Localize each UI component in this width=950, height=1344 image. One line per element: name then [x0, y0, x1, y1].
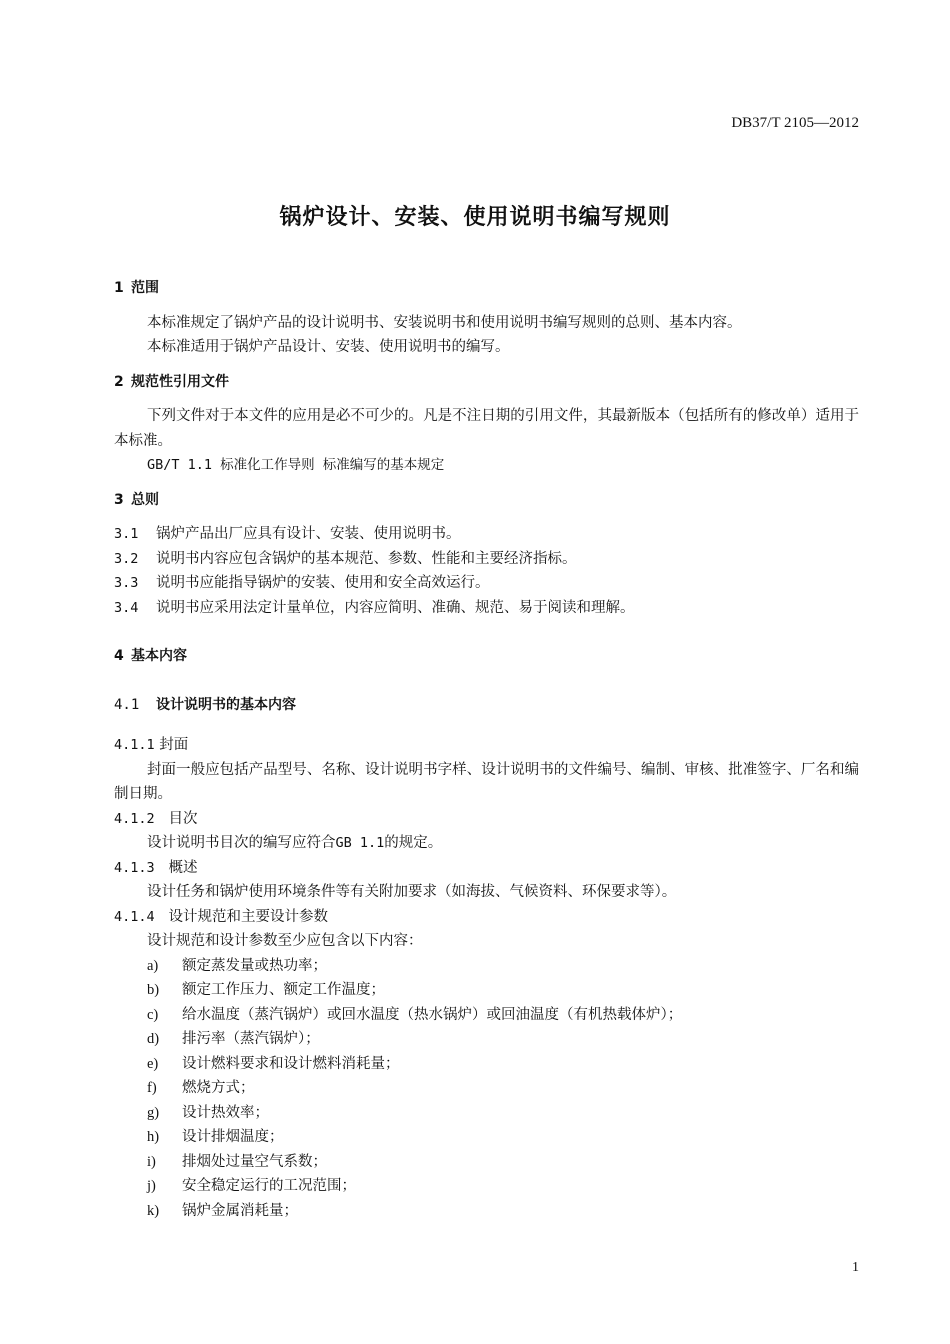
paragraph: 设计任务和锅炉使用环境条件等有关附加要求（如海拔、气候资料、环保要求等）。	[147, 884, 677, 900]
list-text: 设计热效率；	[182, 1104, 269, 1121]
paragraph: 本标准适用于锅炉产品设计、安装、使用说明书的编写。	[147, 339, 510, 355]
clause-number: 4.1.2	[114, 810, 155, 827]
section-2-heading	[114, 370, 859, 395]
section-4-heading	[114, 644, 859, 669]
paragraph-text: 的规定。	[384, 835, 443, 851]
list-item	[114, 1199, 859, 1224]
list-label: d)	[147, 1031, 160, 1047]
normative-reference: GB/T 1.1 标准化工作导则 标准编写的基本规定	[147, 457, 445, 473]
page-number: 1	[852, 1260, 859, 1275]
standard-reference: GB 1.1	[335, 835, 385, 851]
clause-title: 封面	[159, 737, 189, 753]
paragraph: 本标准规定了锅炉产品的设计说明书、安装说明书和使用说明书编写规则的总则、基本内容。	[147, 314, 742, 331]
clause-text: 说明书应采用法定计量单位，内容应简明、准确、规范、易于阅读和理解。	[156, 599, 635, 616]
clause-number: 3.1	[114, 526, 139, 542]
document-body	[114, 276, 859, 1223]
clause-3-2	[114, 547, 859, 572]
section-title: 范围	[131, 280, 159, 296]
section-title: 规范性引用文件	[131, 373, 229, 390]
section-3-heading	[114, 488, 859, 513]
subsection-number: 4.1	[114, 696, 140, 713]
list-text: 燃烧方式；	[182, 1080, 255, 1096]
list-label: a)	[147, 957, 159, 974]
clause-4-1-2-heading	[114, 807, 859, 832]
list-item	[114, 1101, 859, 1126]
subsection-4-1-heading	[114, 693, 859, 718]
clause-number: 3.4	[114, 599, 139, 616]
paragraph: 下列文件对于本文件的应用是必不可少的。凡是不注日期的引用文件，其最新版本（包括所有的修改单）适用于本标准。	[114, 408, 859, 449]
section-number: 1	[114, 280, 124, 296]
list-label: b)	[147, 982, 160, 998]
clause-text: 锅炉产品出厂应具有设计、安装、使用说明书。	[156, 526, 461, 542]
clause-number: 3.2	[114, 550, 139, 567]
standard-code: DB37/T 2105—2012	[731, 115, 859, 131]
list-label: h)	[147, 1129, 160, 1145]
section-number: 3	[114, 491, 124, 508]
section-number: 4	[114, 648, 124, 664]
paragraph-text: 设计说明书目次的编写应符合	[147, 835, 336, 851]
clause-number: 3.3	[114, 575, 139, 591]
list-item	[114, 1027, 859, 1052]
list-label: g)	[147, 1104, 160, 1121]
clause-4-1-4-heading	[114, 905, 859, 930]
list-text: 额定工作压力、额定工作温度；	[182, 982, 385, 998]
list-item	[114, 1150, 859, 1175]
clause-4-1-3-heading	[114, 856, 859, 881]
list-label: i)	[147, 1153, 156, 1170]
list-text: 设计排烟温度；	[182, 1129, 284, 1145]
section-title: 基本内容	[131, 648, 187, 664]
clause-4-1-1-heading	[114, 733, 859, 758]
section-1-heading	[114, 276, 859, 301]
clause-number: 4.1.4	[114, 908, 155, 925]
list-text: 设计燃料要求和设计燃料消耗量；	[182, 1055, 400, 1072]
clause-title: 概述	[168, 859, 198, 876]
clause-title: 设计规范和主要设计参数	[168, 908, 328, 925]
clause-number: 4.1.1	[114, 737, 155, 753]
list-item	[114, 1003, 859, 1028]
list-text: 给水温度（蒸汽锅炉）或回水温度（热水锅炉）或回油温度（有机热载体炉）；	[182, 1006, 683, 1023]
list-item	[114, 1052, 859, 1077]
clause-title: 目次	[168, 810, 198, 827]
clause-3-3	[114, 571, 859, 596]
subsection-title: 设计说明书的基本内容	[156, 696, 296, 713]
list-label: e)	[147, 1055, 159, 1072]
clause-3-1	[114, 522, 859, 547]
paragraph: 设计规范和设计参数至少应包含以下内容：	[147, 933, 423, 949]
list-text: 额定蒸发量或热功率；	[182, 957, 327, 974]
list-item	[114, 1076, 859, 1101]
document-title: 锅炉设计、安装、使用说明书编写规则	[279, 205, 671, 230]
list-label: j)	[147, 1178, 156, 1194]
clause-3-4	[114, 596, 859, 621]
list-label: k)	[147, 1202, 160, 1219]
paragraph: 封面一般应包括产品型号、名称、设计说明书字样、设计说明书的文件编号、编制、审核、批准签字、厂名和编制日期。	[114, 761, 859, 802]
list-text: 排烟处过量空气系数；	[182, 1153, 327, 1170]
list-item	[114, 978, 859, 1003]
paragraph	[114, 831, 859, 856]
clause-number: 4.1.3	[114, 859, 155, 876]
list-item	[114, 1174, 859, 1199]
list-item	[114, 1125, 859, 1150]
section-number: 2	[114, 373, 124, 390]
section-title: 总则	[131, 491, 159, 508]
clause-text: 说明书内容应包含锅炉的基本规范、参数、性能和主要经济指标。	[156, 550, 577, 567]
list-text: 锅炉金属消耗量；	[182, 1202, 298, 1219]
list-item	[114, 954, 859, 979]
list-label: c)	[147, 1006, 159, 1023]
list-text: 排污率（蒸汽锅炉）；	[182, 1031, 320, 1047]
clause-text: 说明书应能指导锅炉的安装、使用和安全高效运行。	[156, 575, 490, 591]
list-label: f)	[147, 1080, 157, 1096]
list-text: 安全稳定运行的工况范围；	[182, 1178, 356, 1194]
